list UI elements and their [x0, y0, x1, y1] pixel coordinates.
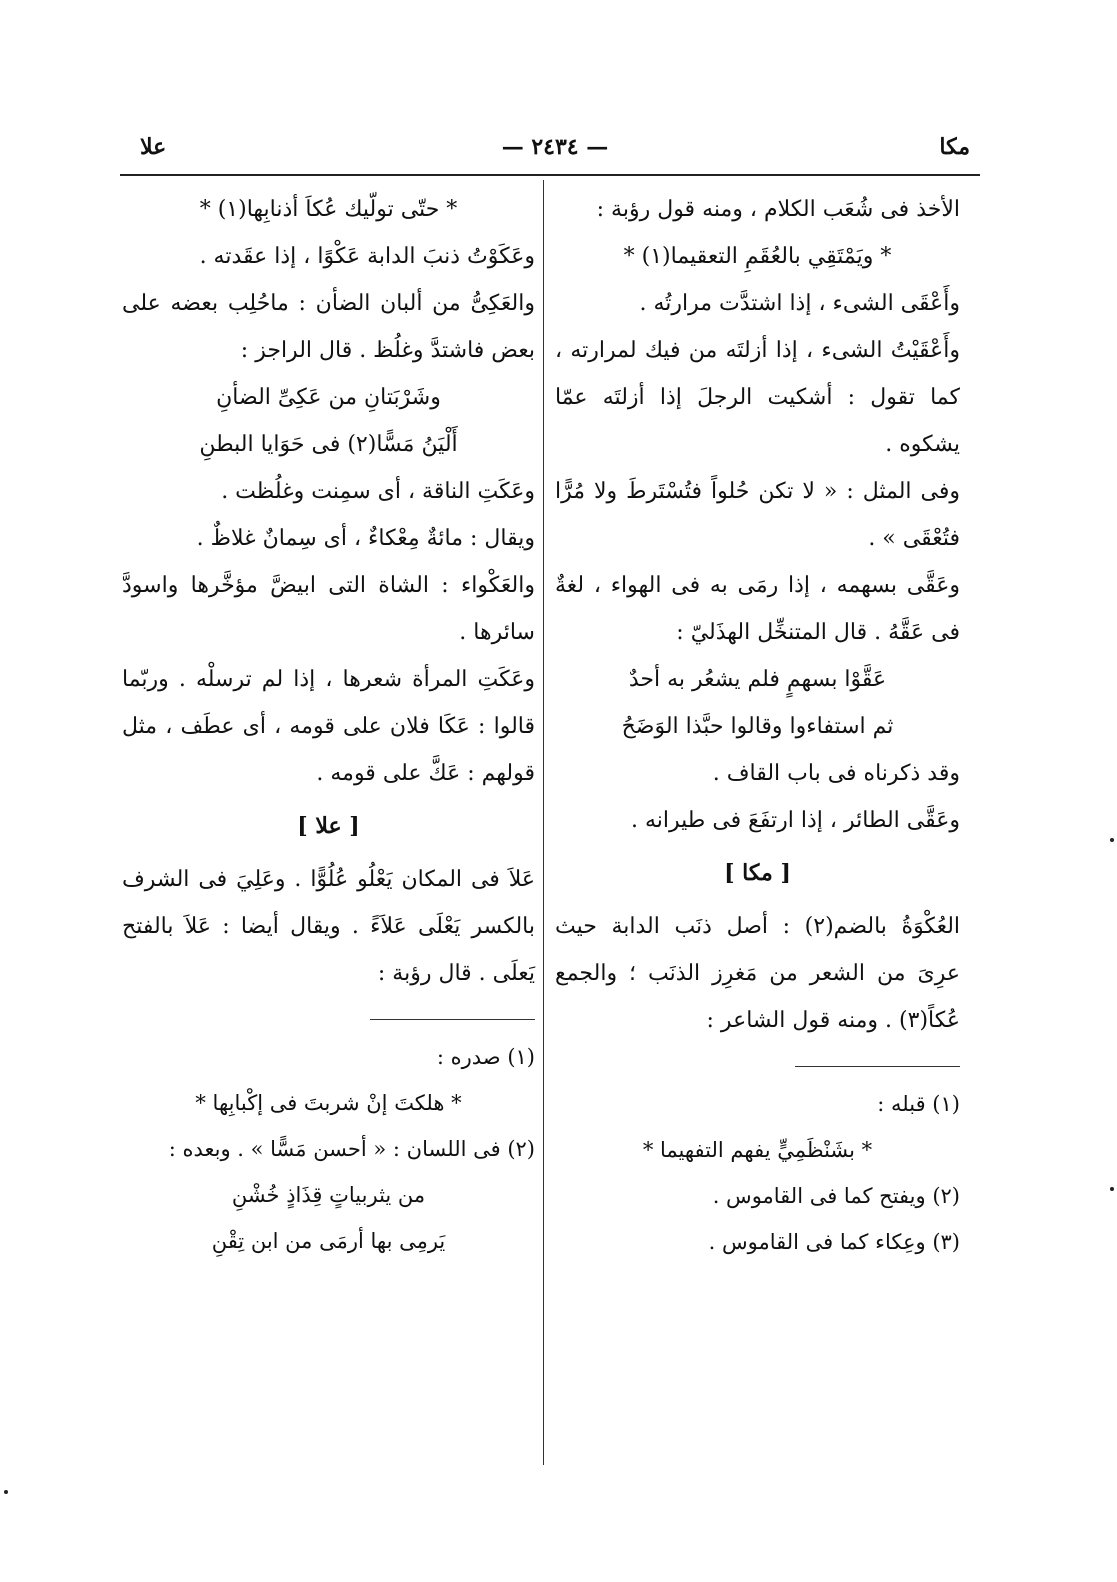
- text-line: الأخذ فى شُعَب الكلام ، ومنه قول رؤبة :: [596, 197, 960, 222]
- verse-line: عَقَّوْا بسهمٍ فلم يشعُر به أحدٌ: [628, 667, 887, 692]
- text-paragraph: وعَقَّى بسهمه ، إذا رمَى به فى الهواء ، لغةٌ فى عَقَّهُ . قال المتنخِّل الهذَليّ :: [555, 573, 960, 645]
- text-paragraph: وقد ذكرناه فى باب القاف .: [712, 761, 960, 786]
- text-paragraph: وأَعْقَى الشىء ، إذا اشتدَّت مرارتُه .: [639, 291, 960, 316]
- text-paragraph: عَلاَ فى المكان يَعْلُو عُلُوًّا . وعَلِيَ فى الشرف بالكسر يَعْلَى عَلاَءً . ويقال أيضا : عَلاَ بالفتح يَعلَى . قال رؤبة :: [122, 867, 535, 986]
- header-root-word-right: مكا: [939, 134, 970, 160]
- text-paragraph: والعَكِىُّ من ألبان الضأن : ماحُلِب بعضه على بعض فاشتدَّ وغلُظ . قال الراجز :: [122, 291, 535, 363]
- footnote-verse: يَرمِى بها أرمَى من ابن تِقْنِ: [211, 1229, 446, 1253]
- scan-mark: [1110, 1187, 1114, 1191]
- left-column: [122, 186, 535, 1264]
- verse-line: أَلْيَنُ مَسًّا(٢) فى حَوَايا البطنِ: [199, 432, 458, 457]
- footnote: (٢) ويفتح كما فى القاموس .: [712, 1184, 960, 1208]
- text-paragraph: وأَعْقَيْتُ الشىء ، إذا أزلتَه من فيك لمرارته ، كما تقول : أشكيت الرجلَ إذا أزلتَه عمّا يشكوه .: [555, 338, 960, 457]
- verse-line: ثم استفاءوا وقالوا حبَّذا الوَضَحُ: [621, 714, 894, 739]
- entry-heading: [ علا ]: [297, 813, 360, 839]
- footnote-verse: من يثربياتٍ قِذَاذٍ خُشْنِ: [231, 1183, 426, 1207]
- header-rule: [120, 174, 980, 176]
- footnote-rule: [795, 1066, 960, 1067]
- text-paragraph: وفى المثل : « لا تكن حُلواً فتُسْتَرطَ ولا مُرًّا فتُعْقَى » .: [555, 479, 960, 551]
- footnote-verse: * بشَنْظَمِيٍّ يفهم التفهيما *: [642, 1138, 873, 1162]
- text-paragraph: ويقال : مائةٌ مِعْكاءٌ ، أى سِمانٌ غلاظٌ .: [196, 526, 535, 551]
- scan-mark: [1110, 838, 1114, 842]
- footnote: (١) صدره :: [436, 1045, 535, 1069]
- footnote: (٢) فى اللسان : « أحسن مَسًّا » . وبعده :: [168, 1137, 535, 1161]
- verse-line: وشَرْبَتانِ من عَكِىِّ الضأنِ: [216, 385, 441, 410]
- page-number: — ٢٤٣٤ —: [501, 134, 609, 160]
- footnote-verse: * هلكتَ إنْ شربتَ فى إكْبابِها *: [195, 1091, 462, 1115]
- scan-mark: [4, 1490, 8, 1494]
- verse-line: * ويَمْتَقِي بالعُقَمِ التعقيما(١) *: [623, 244, 892, 269]
- footnote: (١) قبله :: [877, 1092, 960, 1116]
- right-column: [555, 186, 960, 1265]
- page-header: [140, 130, 970, 170]
- entry-heading: [ مكا ]: [724, 860, 791, 886]
- verse-line: * حتّى تولّيك عُكاَ أذنابِها(١) *: [199, 197, 458, 222]
- text-paragraph: والعَكْواء : الشاة التى ابيضَّ مؤخَّرها واسودَّ سائرها .: [122, 573, 535, 645]
- text-paragraph: وعَكَتِ المرأة شعرها ، إذا لم ترسلْه . وربّما قالوا : عَكَا فلان على قومه ، أى عطَف ، مثل قولهم : عَكَّ على قومه .: [122, 667, 535, 786]
- header-root-word-left: علا: [140, 134, 167, 160]
- text-paragraph: وعَقَّى الطائر ، إذا ارتفَعَ فى طيرانه .: [631, 808, 960, 833]
- column-divider: [543, 180, 544, 1465]
- footnote: (٣) وعِكاء كما فى القاموس .: [708, 1230, 960, 1254]
- text-paragraph: العُكْوَةُ بالضم(٢) : أصل ذنَب الدابة حيث عرِىَ من الشعر من مَغرِز الذنَب ؛ والجمع عُكاً(٣) . ومنه قول الشاعر :: [555, 914, 961, 1033]
- footnote-rule: [370, 1019, 535, 1020]
- text-paragraph: وعَكَوْتُ ذنبَ الدابة عَكْوًا ، إذا عقَدته .: [199, 244, 535, 269]
- text-paragraph: وعَكَتِ الناقة ، أى سمِنت وغلُظت .: [221, 479, 535, 504]
